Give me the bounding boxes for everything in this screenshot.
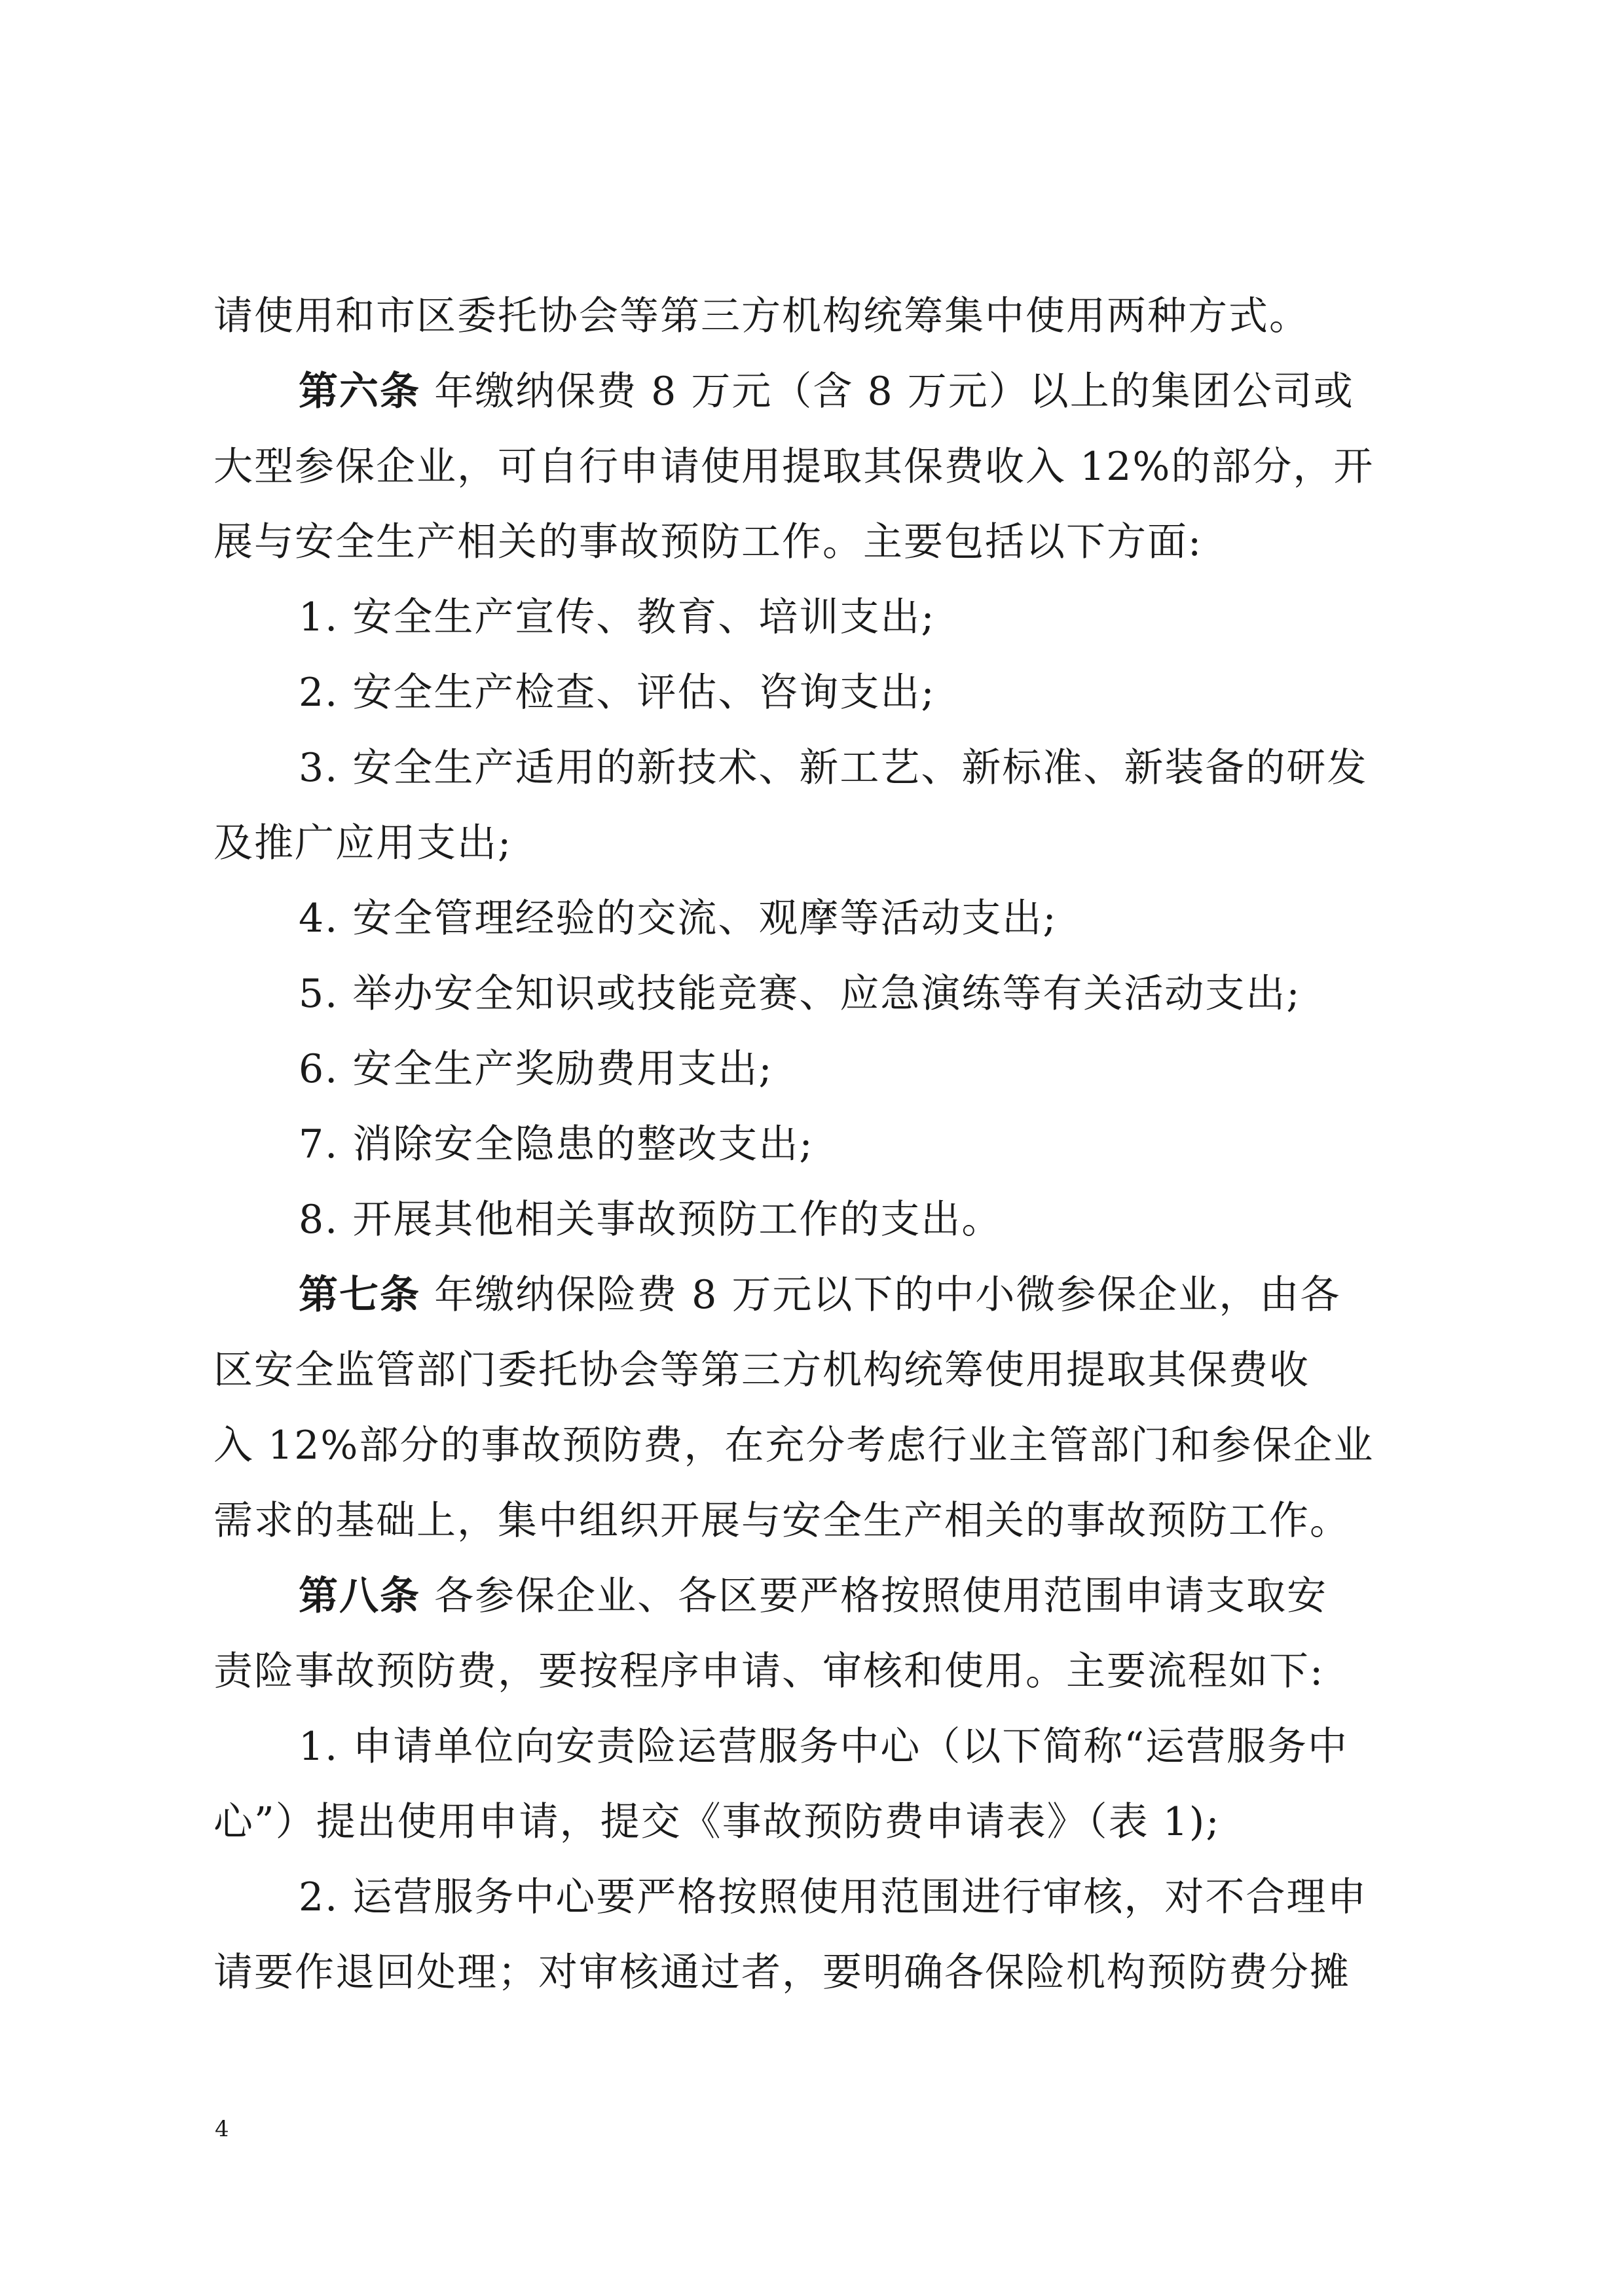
article-8-paragraph	[299, 1570, 1392, 1622]
text-line: 责险事故预防费，要按程序申请、审核和使用。主要流程如下:	[213, 1649, 1325, 1694]
text-line: 及推广应用支出;	[213, 820, 513, 866]
text-span: 年缴纳保险费 8 万元以下的中小微参保企业，由各	[420, 1272, 1341, 1318]
list-item: 6. 安全生产奖励费用支出;	[299, 1046, 773, 1092]
text-line: 心”）提出使用申请，提交《事故预防费申请表》（表 1);	[213, 1799, 1221, 1845]
text-line: 入 12%部分的事故预防费，在充分考虑行业主管部门和参保企业	[213, 1423, 1375, 1468]
text-line: 展与安全生产相关的事故预防工作。主要包括以下方面:	[213, 519, 1203, 565]
article-7-heading: 第七条	[299, 1272, 420, 1318]
list-item: 4. 安全管理经验的交流、观摩等活动支出;	[299, 896, 1058, 941]
text-line: 需求的基础上，集中组织开展与安全生产相关的事故预防工作。	[213, 1498, 1350, 1544]
page-number: 4	[215, 2116, 229, 2142]
text-line: 请要作退回处理；对审核通过者，要明确各保险机构预防费分摊	[213, 1950, 1350, 1995]
article-6-paragraph	[299, 365, 1392, 418]
list-item: 5. 举办安全知识或技能竞赛、应急演练等有关活动支出;	[299, 971, 1301, 1017]
article-8-heading: 第八条	[299, 1573, 420, 1619]
text-line: 区安全监管部门委托协会等第三方机构统筹使用提取其保费收	[213, 1347, 1310, 1393]
article-6-heading: 第六条	[299, 369, 420, 414]
text-line: 请使用和市区委托协会等第三方机构统筹集中使用两种方式。	[213, 293, 1310, 339]
list-item: 2. 安全生产检查、评估、咨询支出;	[299, 670, 936, 716]
list-item: 3. 安全生产适用的新技术、新工艺、新标准、新装备的研发	[299, 745, 1368, 791]
list-item: 7. 消除安全隐患的整改支出;	[299, 1121, 814, 1167]
list-item: 1. 安全生产宣传、教育、培训支出;	[299, 594, 936, 640]
list-item: 2. 运营服务中心要严格按照使用范围进行审核，对不合理申	[299, 1874, 1368, 1920]
list-item: 1. 申请单位向安责险运营服务中心（以下简称“运营服务中	[299, 1724, 1348, 1770]
list-item: 8. 开展其他相关事故预防工作的支出。	[299, 1197, 1003, 1243]
article-7-paragraph	[299, 1269, 1392, 1321]
text-line: 大型参保企业，可自行申请使用提取其保费收入 12%的部分，开	[213, 444, 1375, 490]
text-span: 年缴纳保费 8 万元（含 8 万元）以上的集团公司或	[420, 369, 1354, 414]
text-span: 各参保企业、各区要严格按照使用范围申请支取安	[420, 1573, 1328, 1619]
